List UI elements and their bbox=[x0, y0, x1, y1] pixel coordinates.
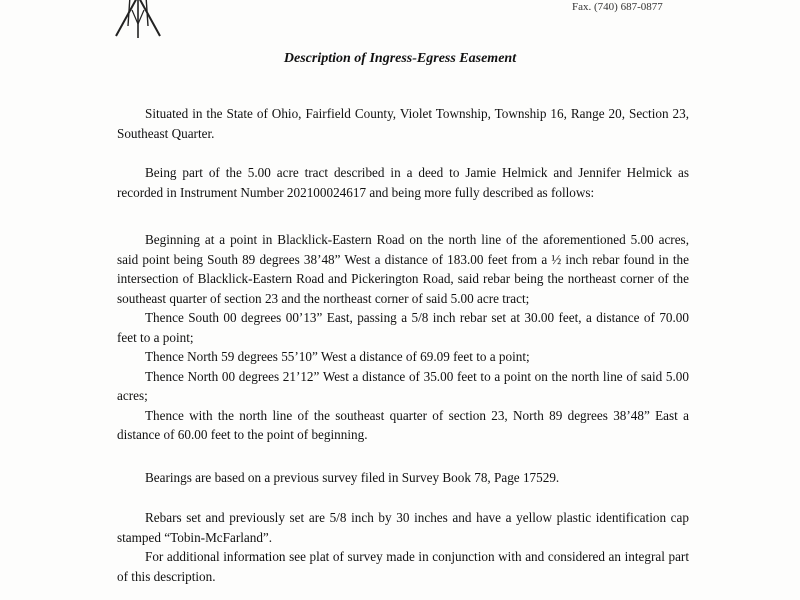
fax-number: Fax. (740) 687-0877 bbox=[572, 1, 663, 13]
document-title: Description of Ingress-Egress Easement bbox=[283, 51, 517, 66]
paragraph-beginning: Beginning at a point in Blacklick-Eastern Road on the north line of the aforementioned 5.00 acres, said point being South 89 degrees 38’48” West a distance of 183.00 feet from a ½ inch rebar found in the intersection of Blacklick-Eastern Road and Pickerington Road, said rebar being the northeast corner of the southeast quarter of section 23 and the northeast corner of said 5.00 acre tract; bbox=[117, 232, 689, 306]
rebars-paragraph bbox=[117, 508, 689, 586]
survey-tripod-icon bbox=[108, 0, 168, 40]
part-of-paragraph bbox=[117, 163, 689, 202]
course-1: Thence South 00 degrees 00’13” East, passing a 5/8 inch rebar set at 30.00 feet, a distance of 70.00 feet to a point; bbox=[117, 310, 689, 345]
legal-description bbox=[117, 230, 689, 445]
course-3: Thence North 00 degrees 21’12” West a distance of 35.00 feet to a point on the north line of said 5.00 acres; bbox=[117, 368, 689, 403]
paragraph-bearings: Bearings are based on a previous survey filed in Survey Book 78, Page 17529. bbox=[145, 470, 560, 485]
paragraph-rebars: Rebars set and previously set are 5/8 inch by 30 inches and have a yellow plastic identification cap stamped “Tobin-McFarland”. bbox=[117, 510, 689, 545]
bearings-paragraph bbox=[117, 468, 689, 488]
location-paragraph bbox=[117, 104, 689, 143]
course-2: Thence North 59 degrees 55’10” West a distance of 69.09 feet to a point; bbox=[145, 349, 530, 364]
paragraph-additional: For additional information see plat of survey made in conjunction with and considered an integral part of this description. bbox=[117, 549, 689, 584]
paragraph-part-of: Being part of the 5.00 acre tract described in a deed to Jamie Helmick and Jennifer Helmick as recorded in Instrument Number 202100024617 and being more fully described as follows: bbox=[117, 165, 689, 200]
course-4: Thence with the north line of the southeast quarter of section 23, North 89 degrees 38’48” East a distance of 60.00 feet to the point of beginning. bbox=[117, 407, 689, 442]
paragraph-location: Situated in the State of Ohio, Fairfield County, Violet Township, Township 16, Range 20, Section 23, Southeast Quarter. bbox=[117, 106, 689, 141]
